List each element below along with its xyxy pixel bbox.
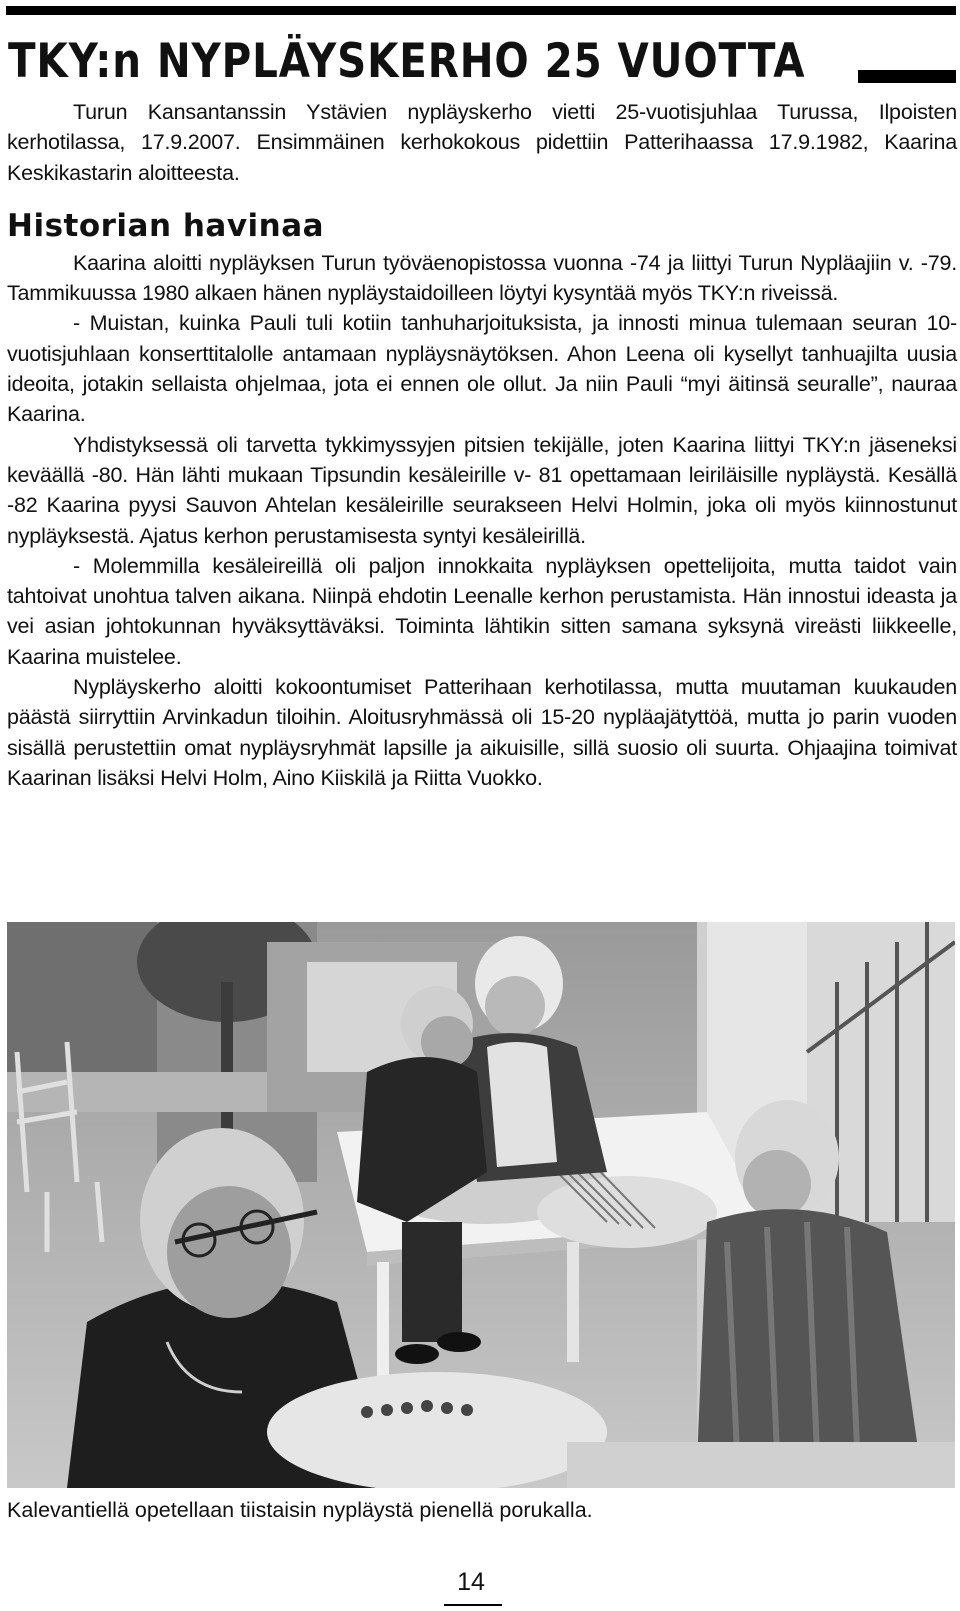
paragraph-2: - Muistan, kuinka Pauli tuli kotiin tanhuharjoituksista, ja innosti minua tulemaan seuran 10-vuotisjuhlaan konserttitalolle antamaan nypläysnäytöksen. Ahon Leena oli kysellyt tanhuajilta uusia ideoita, jotakin sellaista ohjelmaa, jota ei ennen ole ollut. Ja niin Pauli “myi äitinsä seuralle”, nauraa Kaarina. (7, 311, 957, 427)
title-bar (858, 70, 956, 83)
page-number-rule (444, 1604, 502, 1606)
top-rule (6, 6, 956, 15)
page-number: 14 (457, 1568, 485, 1596)
photo-illustration (7, 922, 955, 1488)
paragraph-4: - Molemmilla kesäleireillä oli paljon innokkaita nypläyksen opettelijoita, mutta taidot vain tahtoivat unohtua talven aikana. Niinpä ehdotin Leenalle kerhon perustamista. Hän innostui ideasta ja vei asian johtokunnan hyväksyttäväksi. Toiminta lähtikin sitten samana syksynä vireästi liikkeelle, Kaarina muistelee. (7, 553, 957, 669)
paragraph-3: Yhdistyksessä oli tarvetta tykkimyssyjen pitsien tekijälle, joten Kaarina liittyi TKY:n jäseneksi keväällä -80. Hän lähti mukaan Tipsundin kesäleirille v- 81 opettamaan leiriläisille nypläystä. Kesällä -82 Kaarina pyysi Sauvon Ahtelan kesäleirille seurakseen Helvi Holmin, joka oli myös kiinnostunut nypläyksestä. Ajatus kerhon perustamisesta syntyi kesäleirillä. (7, 432, 957, 548)
intro-paragraph: Turun Kansantanssin Ystävien nypläyskerho vietti 25-vuotisjuhlaa Turussa, Ilpoisten kerhotilassa, 17.9.2007. Ensimmäinen kerhokokous pidettiin Patterihaassa 17.9.1982, Kaarina Keskikastarin aloitteesta. (7, 100, 957, 185)
paragraph-5: Nypläyskerho aloitti kokoontumiset Patterihaan kerhotilassa, mutta muutaman kuukauden päästä siirryttiin Arvinkadun tiloihin. Aloitusryhmässä oli 15-20 nypläajätyttöä, mutta jo parin vuoden sisällä perustettiin omat nypläysryhmät lapsille ja aikuisille, sillä suosio oli suurta. Ohjaajina toimivat Kaarinan lisäksi Helvi Holm, Aino Kiiskilä ja Riitta Vuokko. (7, 675, 957, 790)
paragraph-1: Kaarina aloitti nypläyksen Turun työväenopistossa vuonna -74 ja liittyi Turun Nypläajiin v. -79. Tammikuussa 1980 alkaen hänen nypläystaidoilleen löytyi kysyntää myös TKY:n riveissä. (7, 250, 957, 306)
article-title: TKY:n NYPLÄYSKERHO 25 VUOTTA (8, 34, 806, 89)
article-body (7, 97, 957, 793)
subheading: Historian havinaa (7, 207, 325, 244)
lace-making-photo (7, 922, 955, 1488)
photo-caption: Kalevantiellä opetellaan tiistaisin nypläystä pienellä porukalla. (7, 1498, 593, 1522)
